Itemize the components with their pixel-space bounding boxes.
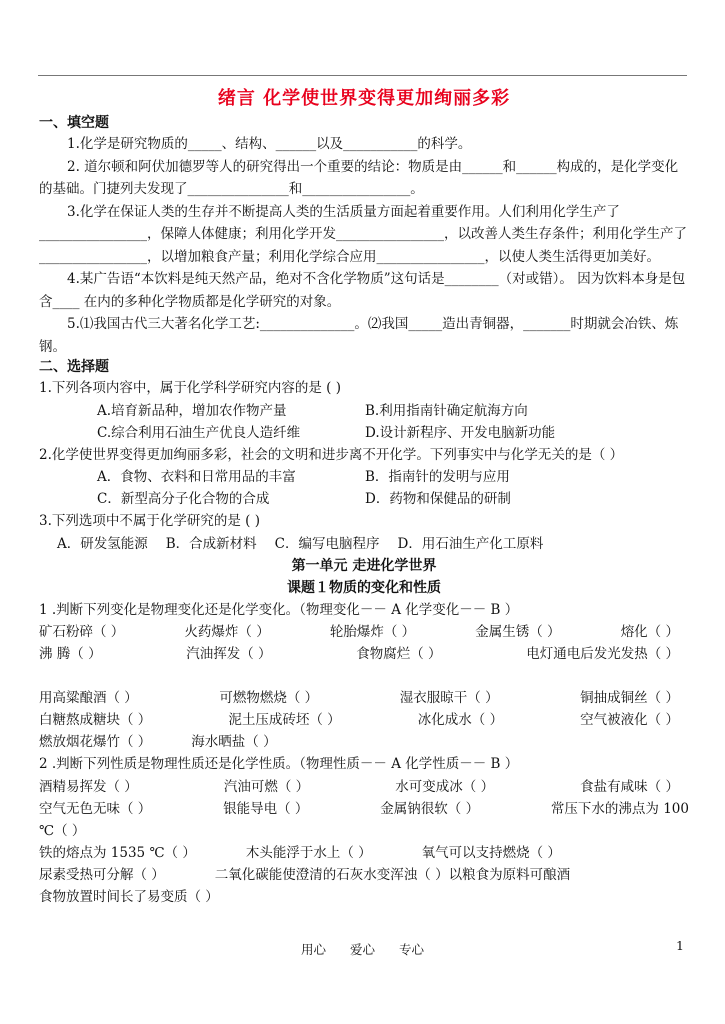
judge1-row-1 [39, 621, 689, 643]
choice-section-heading: 二、选择题 [39, 359, 109, 375]
choice-q2-option-b: B．指南针的发明与应用 [365, 469, 510, 485]
choice-q1-option-d: D.设计新程序、开发电脑新功能 [365, 424, 556, 441]
page-body [39, 80, 689, 909]
judge2-item: 水可变成冰（ ） [395, 778, 495, 795]
judge1-item: 汽油挥发（ ） [186, 646, 272, 662]
judge1-item: 矿石粉碎（ ） [39, 624, 125, 640]
choice-q3-option-a: A．研发氢能源 [57, 535, 148, 552]
fill-section-heading: 一、填空题 [39, 115, 109, 131]
fill-item-2: 2. 道尔顿和阿伏加德罗等人的研究得出一个重要的结论：物质是由______和______构成的，是化学变化的基础。门捷列夫发现了_______________和________________。 [39, 158, 679, 197]
choice-q1-options-row2 [39, 422, 689, 444]
judge2-item: 空气无色无味（ ） [39, 800, 152, 817]
judge2-item: 铁的熔点为 1535 ℃（ ） [39, 845, 196, 861]
choice-q3-stem: 3.下列选项中不属于化学研究的是 ( ) [39, 513, 260, 529]
page-footer [0, 940, 725, 958]
judge1-item: 可燃物燃烧（ ） [219, 690, 319, 706]
judge1-item: 金属生锈（ ） [475, 624, 561, 640]
choice-q2-options-row2 [39, 488, 689, 510]
choice-q2-option-d: D．药物和保健品的研制 [365, 491, 511, 507]
judge1-item: 燃放烟花爆竹（ ） [39, 734, 152, 750]
judge2-row-6: 食物放置时间长了易变质（ ） [39, 889, 219, 905]
judge1-item: 电灯通电后发光发热（ ） [526, 646, 679, 662]
footer-word: 专心 [398, 942, 424, 957]
fill-item-4: 4.某广告语“本饮料是纯天然产品，绝对不含化学物质”这句话是________（对或错）。 因为饮料本身是包含____ 在内的多种化学物质都是化学研究的对象。 [39, 271, 686, 310]
choice-q3-option-b: B．合成新材料 [165, 535, 257, 552]
choice-q1-option-b: B.利用指南针确定航海方向 [365, 402, 528, 419]
judge2-item: 二氧化碳能使澄清的石灰水变浑浊（ ）以粮食为原料可酿酒 [214, 867, 571, 883]
header-rule [38, 75, 687, 76]
choice-q1-option-c: C.综合利用石油生产优良人造纤维 [97, 424, 301, 441]
judge1-row-5 [39, 731, 689, 753]
judge1-item: 火药爆炸（ ） [184, 624, 270, 640]
choice-q2-option-c: C．新型高分子化合物的合成 [97, 491, 270, 507]
choice-q2-stem: 2.化学使世界变得更加绚丽多彩，社会的文明和进步离不开化学。下列事实中与化学无关的是（ ） [39, 446, 624, 463]
choice-q3-option-c: C．编写电脑程序 [274, 535, 380, 552]
judge1-item: 白糖熬成糖块（ ） [39, 712, 152, 728]
choice-q1-option-a: A.培育新品种，增加农作物产量 [97, 402, 287, 419]
choice-q2-option-a: A．食物、衣料和日常用品的丰富 [97, 469, 296, 485]
choice-q1-stem: 1.下列各项内容中，属于化学科学研究内容的是 ( ) [39, 380, 341, 396]
lesson-title: 课题１物质的变化和性质 [287, 579, 441, 596]
judge2-row-2 [39, 798, 689, 820]
choice-q3-option-d: D．用石油生产化工原料 [397, 535, 544, 552]
fill-item-3: 3.化学在保证人类的生存并不断提高人类的生活质量方面起着重要作用。人们利用化学生产了________________，保障人体健康；利用化学开发________________，以改善人类生存条件；利用化学生产了________________，以增加粮食产量；利用化学综合应用________________，以使人类生活得更加美好。 [39, 203, 687, 265]
judge1-item: 泥土压成砖坯（ ） [228, 712, 341, 728]
choice-q2-options-row1 [39, 466, 689, 488]
fill-item-1: 1.化学是研究物质的_____、结构、______以及___________的科学。 [67, 136, 472, 152]
unit-title: 第一单元 走进化学世界 [291, 557, 437, 574]
judge2-row-5 [39, 864, 689, 886]
judge2-row-3: ℃（ ） [39, 822, 86, 839]
judge2-item: 常压下水的沸点为 100 [550, 800, 689, 817]
choice-q1-options-row1 [39, 400, 689, 422]
judge1-item: 湿衣服晾干（ ） [399, 690, 499, 706]
judge2-item: 食盐有咸味（ ） [580, 778, 679, 795]
fill-item-5: 5.⑴我国古代三大著名化学工艺:______________。⑵我国_____造出青铜器，_______时期就会冶铁、炼钢。 [39, 316, 679, 355]
spacer [39, 665, 689, 687]
judge2-row-4 [39, 842, 689, 864]
footer-word: 爱心 [349, 942, 375, 957]
judge1-item: 熔化（ ） [620, 624, 679, 640]
judge1-item: 轮胎爆炸（ ） [329, 624, 416, 640]
judge1-row-3 [39, 687, 689, 709]
judge1-item: 食物腐烂（ ） [356, 646, 442, 662]
footer-word: 用心 [300, 942, 326, 957]
judge1-item: 用高粱酿酒（ ） [39, 690, 138, 706]
judge1-item: 空气被液化（ ） [580, 712, 679, 728]
judge2-item: 木头能浮于水上（ ） [245, 845, 372, 861]
judge1-row-2 [39, 643, 689, 665]
page-number: 1 [676, 938, 684, 953]
judge2-row-1 [39, 776, 689, 798]
judge2-item: 银能导电（ ） [223, 800, 309, 817]
judge1-item: 铜抽成铜丝（ ） [580, 690, 679, 706]
judge1-item: 海水晒盐（ ） [191, 734, 277, 750]
page-title: 绪言 化学使世界变得更加绚丽多彩 [217, 88, 511, 109]
judge1-item: 沸 腾（ ） [39, 646, 102, 662]
judge1-stem: 1 .判断下列变化是物理变化还是化学变化。（物理变化－－ A 化学变化－－ B ） [39, 601, 519, 618]
judge2-item: 酒精易挥发（ ） [39, 778, 138, 795]
judge2-item: 氧气可以支持燃烧（ ） [421, 845, 561, 861]
judge1-row-4 [39, 709, 689, 731]
judge2-item: 尿素受热可分解（ ） [39, 867, 165, 883]
judge1-item: 冰化成水（ ） [417, 712, 504, 728]
judge2-item: 汽油可燃（ ） [223, 778, 310, 795]
judge2-item: 金属钠很软（ ） [380, 800, 480, 817]
choice-q3-options [39, 533, 689, 555]
judge2-stem: 2 .判断下列性质是物理性质还是化学性质。（物理性质－－ A 化学性质－－ B ） [39, 756, 519, 772]
